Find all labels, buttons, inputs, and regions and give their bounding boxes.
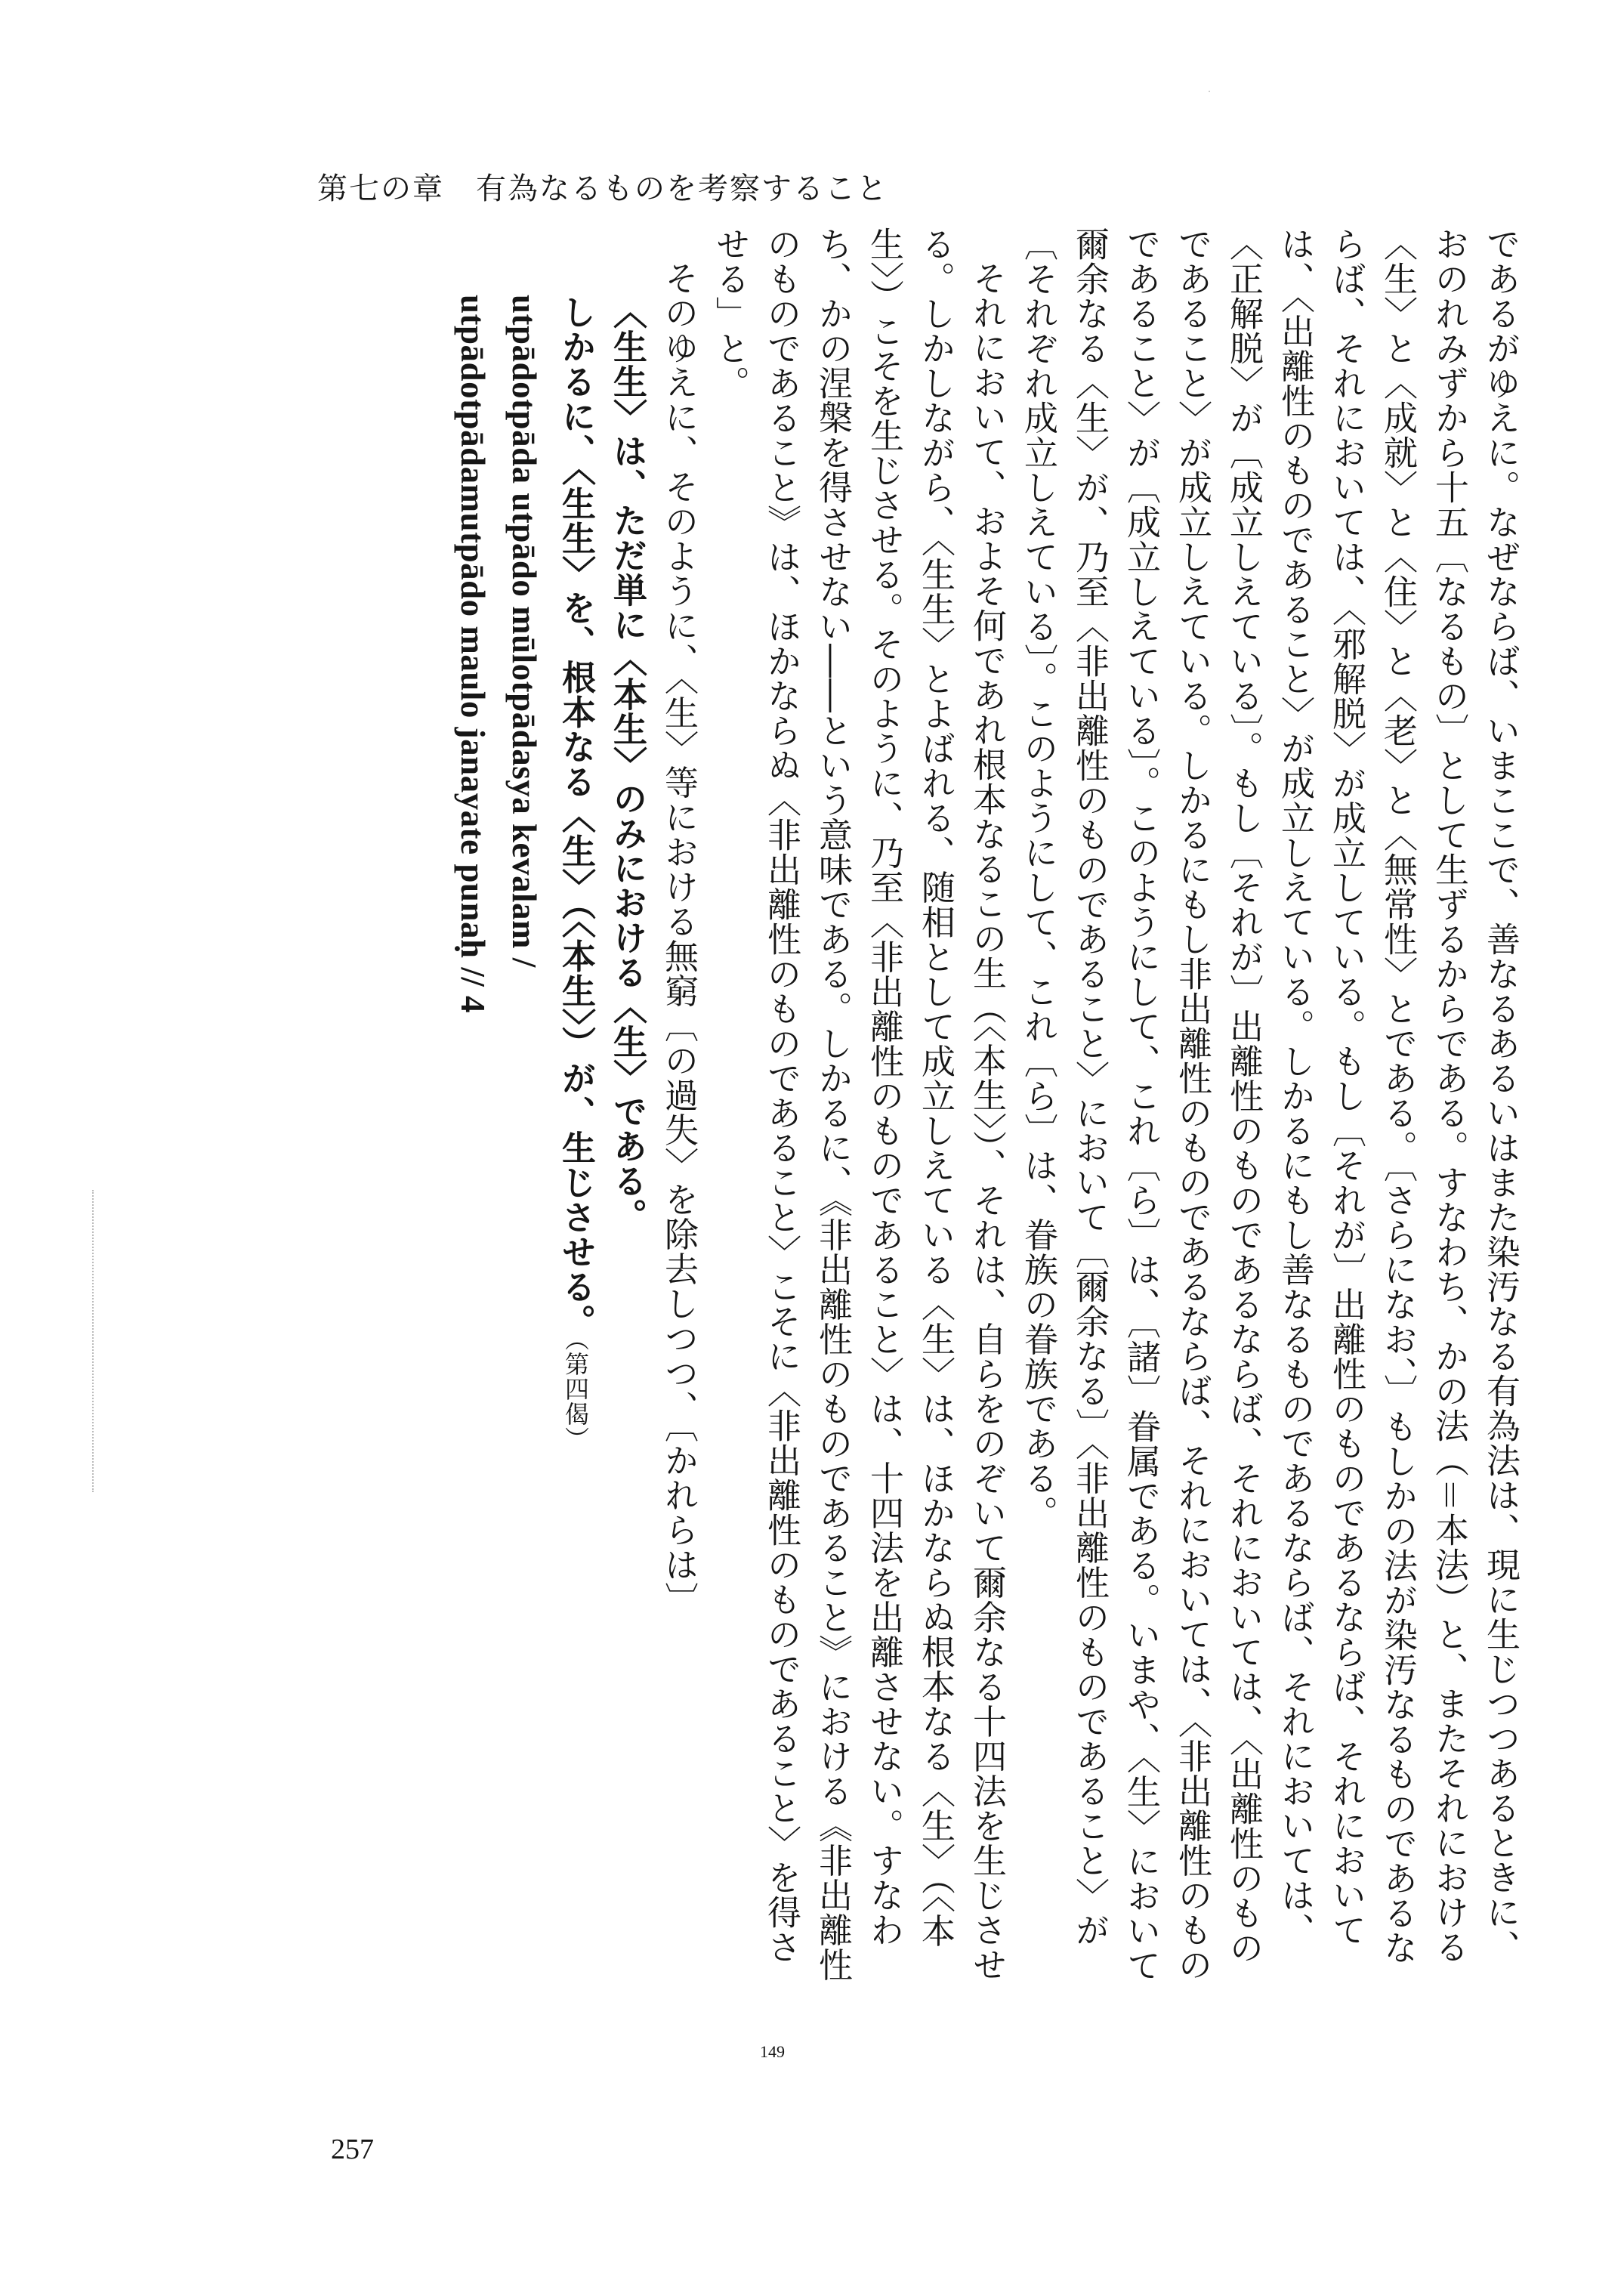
running-header: 第七の章 有為なるものを考察すること [317,172,888,206]
verse-line-2 [550,227,601,1987]
paragraph-3: そのゆえに、そのように、〈生〉等における無窮〔の過失〉を除去しつつ、〔かれらは〕 [659,261,699,1617]
verse-line-2-text: しかるに、〈生生〉を、根本なる〈生〉（〈本生〉）が、生じさせる。 [556,295,596,1339]
verse-sanskrit-line-1: utpādotpāda utpādo mūlotpādasya kevalam / [505,295,543,968]
verse-line-1-text: 〈生生〉は、ただ単に〈本生〉のみにおける〈生〉である。 [607,295,647,1233]
scan-speck [1209,91,1210,92]
verse-reference: （第四偈） [561,1339,590,1451]
center-page-number: 149 [760,2042,785,2061]
paragraph-2: それにおいて、およそ何であれ根本なるこの生（〈本生〉）、それは、自らをのぞいて爾余なる十四法を生じさせる。しかしながら、〈生生〉とよばれる、随相として成立しえている〈生〉は、ほかならぬ根本なる〈生〉（〈本生〉）こそを生じさせる。そのように、乃至〈非出離性のものであること〉は、十四法を出離させない。すなわち、かの涅槃を得させない――という意味である。しかるに、《非出離性のものであること》における《非出離性のものであること》は、ほかならぬ〈非出離性のものであること〉こそに〈非出離性のものであること〉を得させる」と。 [710,227,1007,1982]
paragraph-1: であるがゆえに。なぜならば、いまここで、善なるあるいはまた染汚なる有為法は、現に生じつつあるときに、おのれみずから十五〔なるもの〕として生ずるからである。すなわち、かの法（＝本法）と、またそれにおける〈生〉と〈成就〉と〈住〉と〈老〉と〈無常性〉とである。〔さらになお、〕もしかの法が染汚なるものであるならば、それにおいては、〈邪解脱〉が成立している。もし〔それが〕出離性のものであるならば、それにおいては、〈出離性のものであること〉が成立しえている。しかるにもし善なるものであるならば、それにおいては、〈正解脱〉が〔成立しえている〕。もし〔それが〕出離性のものであるならば、それにおいては、〈出離性のものであること〉が成立しえている。しかるにもし非出離性のものであるならば、それにおいては、〈非出離性のものであること〉が〔成立しえている〕。このようにして、これ〔ら〕は、〔諸〕眷属である。いまや、〈生〉において爾余なる〈生〉が、乃至〈非出離性のものであること〉において〔爾余なる〕〈非出離性のものであること〉が〔それぞれ成立しえている〕。このようにして、これ〔ら〕は、眷族の眷族である。 [1018,227,1521,1983]
verse-sanskrit-line-2: utpādotpādamutpādo maulo janayate punaḥ // 4 [454,295,492,1014]
main-text [447,227,1526,1987]
scan-margin-dots [92,1190,95,1492]
page-number: 257 [331,2134,374,2165]
verse-line-1 [601,227,653,1987]
